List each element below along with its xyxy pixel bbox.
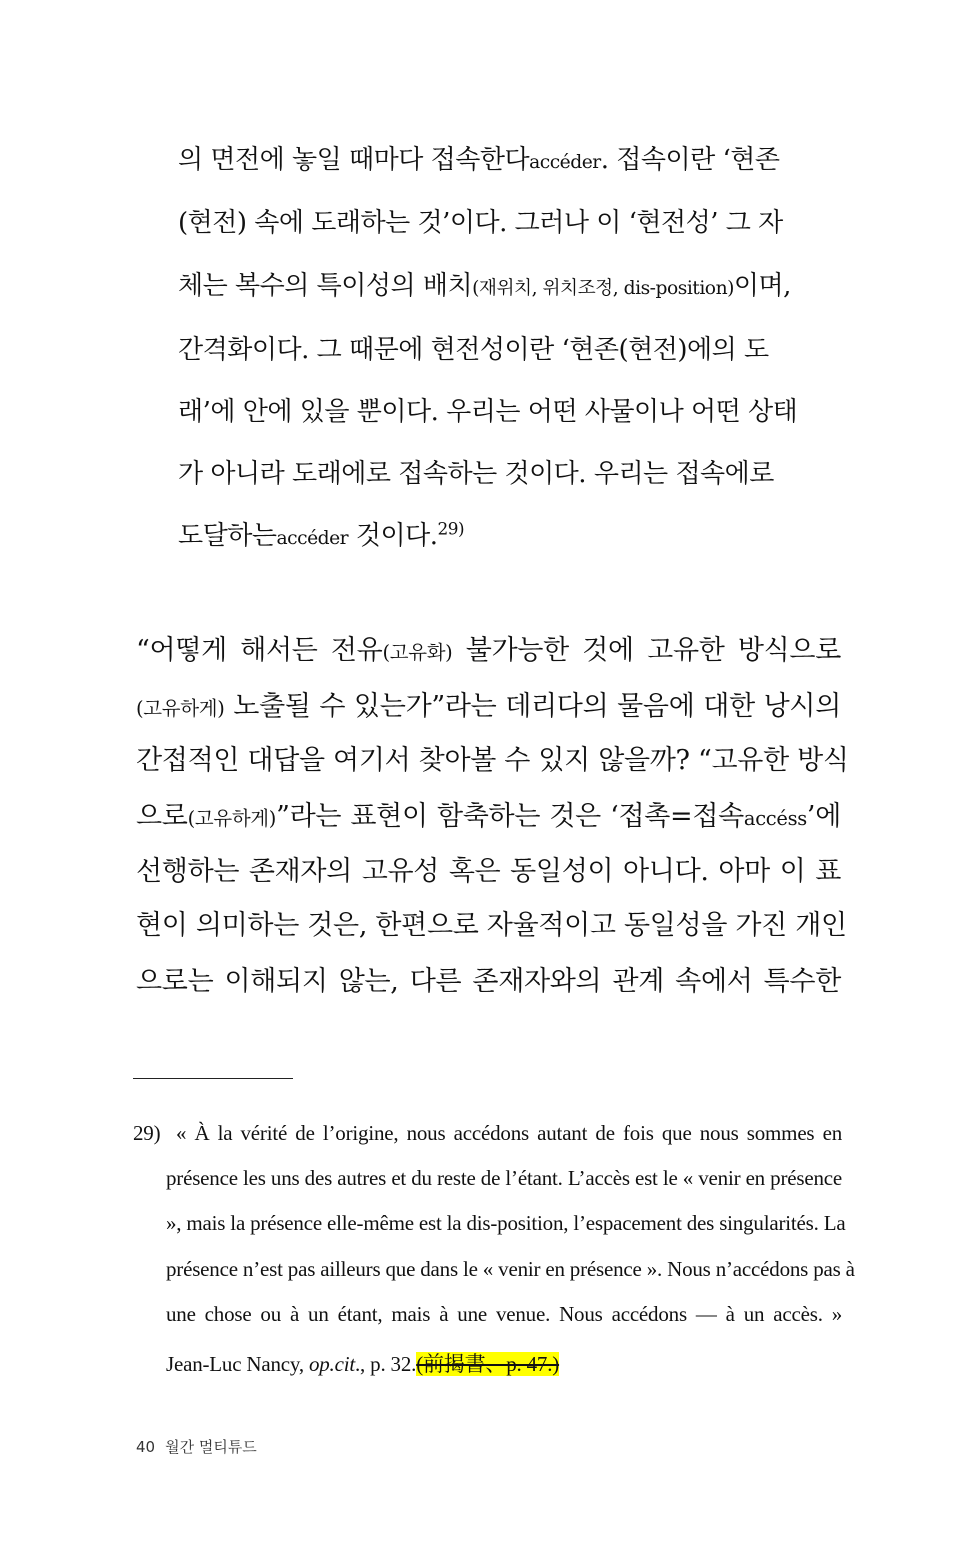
footnote-separator [133, 1078, 293, 1079]
page-number: 40 [136, 1438, 156, 1456]
footnote-line-5: une chose ou à un étant, mais à une venue. Nous accédons — à un accès. » [166, 1302, 842, 1326]
footnote-ref-29[interactable]: 29) [437, 518, 465, 539]
body-line-6: 현이 의미하는 것은, 한편으로 자율적이고 동일성을 가진 개인 [136, 910, 847, 941]
quote-line-6: 가 아니라 도래에로 접속하는 것이다. 우리는 접속에로 [178, 459, 774, 489]
body-line-3: 간접적인 대답을 여기서 찾아볼 수 있지 않을까? “고유한 방식 [136, 745, 849, 776]
body-line-2: (고유하게) 노출될 수 있는가”라는 데리다의 물음에 대한 낭시의 [136, 691, 841, 722]
quote-line-4: 간격화이다. 그 때문에 현전성이란 ‘현존(현전)에의 도 [178, 335, 769, 365]
body-line-7: 으로는 이해되지 않는, 다른 존재자와의 관계 속에서 특수한 [136, 966, 841, 997]
footnote-line-6: Jean-Luc Nancy, op.cit., p. 32.(前揭書、p. 47.) [166, 1352, 560, 1376]
footnote-number: 29) [133, 1121, 161, 1145]
quote-line-3: 체는 복수의 특이성의 배치(재위치, 위치조정, dis-position)이며, [178, 271, 791, 301]
quote-line-5: 래’에 안에 있을 뿐이다. 우리는 어떤 사물이나 어떤 상태 [178, 397, 798, 427]
body-line-1: “어떻게 해서든 전유(고유화) 불가능한 것에 고유한 방식으로 [136, 635, 841, 666]
body-line-4: 으로(고유하게)”라는 표현이 함축하는 것은 ‘접촉=접속accéss’에 [136, 801, 841, 832]
footnote-line-2: présence les uns des autres et du reste de l’étant. L’accès est le « venir en présence [166, 1166, 842, 1190]
publication-title: 월간 멀티튜드 [165, 1438, 257, 1456]
quote-line-1: 의 면전에 놓일 때마다 접속한다accéder. 접속이란 ‘현존 [178, 145, 780, 175]
footnote-line-4: présence n’est pas ailleurs que dans le « venir en présence ». Nous n’accédons pas à [166, 1257, 855, 1281]
page-footer [136, 1436, 257, 1457]
quote-line-7: 도달하는accéder 것이다.$^{29)}$ [178, 518, 465, 551]
highlighted-reference: (前揭書、p. 47.) [416, 1352, 560, 1376]
body-line-5: 선행하는 존재자의 고유성 혹은 동일성이 아니다. 아마 이 표 [136, 856, 841, 887]
footnote-line-1: « À la vérité de l’origine, nous accédons autant de fois que nous sommes en [176, 1121, 842, 1145]
footnote-line-3: », mais la présence elle-même est la dis-position, l’espacement des singularités. La [166, 1211, 846, 1235]
quote-line-2: (현전) 속에 도래하는 것’이다. 그러나 이 ‘현전성’ 그 자 [178, 208, 783, 238]
